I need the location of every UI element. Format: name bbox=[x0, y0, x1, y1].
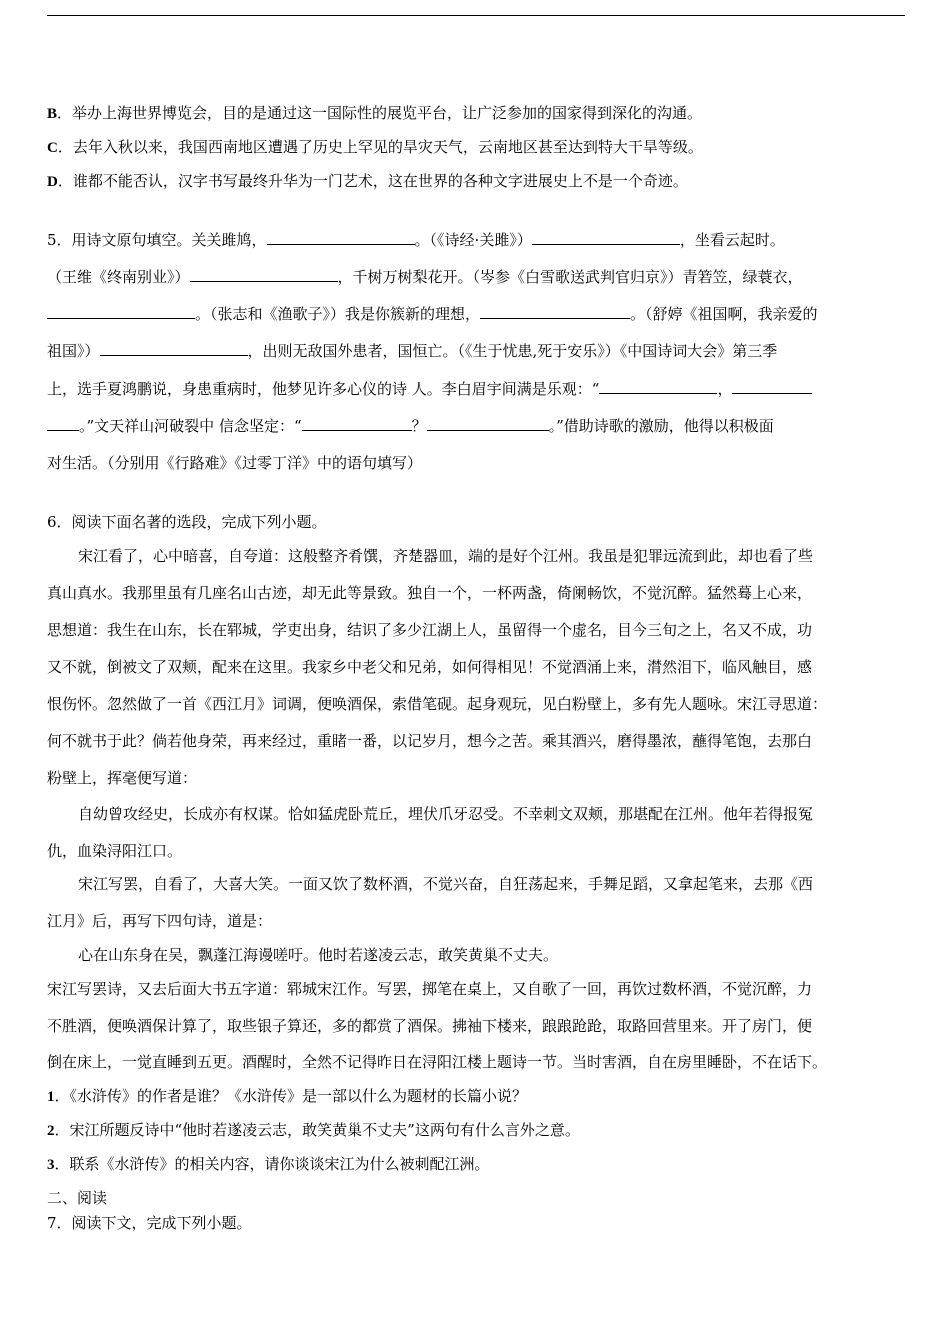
option-c: C．去年入秋以来，我国西南地区遭遇了历史上罕见的旱灾天气，云南地区甚至达到特大干旱等级。 bbox=[47, 138, 703, 156]
q7-title: 7．阅读下文，完成下列小题。 bbox=[47, 1214, 252, 1232]
q5-line-4: 祖国》） ，出则无敌国外患者，国恒亡。（《生于忧患,死于安乐》）《中国诗词大会》第三季 bbox=[47, 342, 778, 360]
fill-blank[interactable] bbox=[267, 230, 415, 245]
fill-blank[interactable] bbox=[732, 379, 812, 394]
q5-line-1: 5．用诗文原句填空。关关雎鸠， 。（《诗经·关雎》） ，坐看云起时。 bbox=[47, 231, 785, 249]
fill-blank[interactable] bbox=[100, 341, 248, 356]
fill-blank[interactable] bbox=[302, 416, 412, 431]
fill-blank[interactable] bbox=[47, 416, 79, 431]
fill-blank[interactable] bbox=[532, 230, 680, 245]
passage-line: 恨伤怀。忽然做了一首《西江月》词调，便唤酒保，索借笔砚。起身观玩，见白粉壁上，多有先人题咏。宋江寻思道： bbox=[47, 695, 828, 713]
passage-line: 不胜酒，便唤酒保计算了，取些银子算还，多的都赏了酒保。拂袖下楼来，踉踉跄跄，取路回营里来。开了房门，便 bbox=[47, 1017, 813, 1035]
option-d: D．谁都不能否认，汉字书写最终升华为一门艺术，这在世界的各种文字进展史上不是一个奇迹。 bbox=[47, 172, 688, 190]
header-rule bbox=[47, 15, 905, 16]
passage-line: 宋江写罢，自看了，大喜大笑。一面又饮了数杯酒，不觉兴奋，自狂荡起来，手舞足蹈，又拿起笔来，去那《西 bbox=[78, 875, 814, 893]
section-heading: 二、阅读 bbox=[47, 1189, 108, 1207]
passage-line: 宋江看了，心中暗喜，自夸道：这般整齐肴馔，齐楚器皿，端的是好个江州。我虽是犯罪远流到此，却也看了些 bbox=[78, 547, 814, 565]
option-b: B．举办上海世界博览会，目的是通过这一国际性的展览平台，让广泛参加的国家得到深化的沟通。 bbox=[47, 104, 703, 122]
passage-line: 何不就书于此？倘若他身荣，再来经过，重睹一番，以记岁月，想今之苦。乘其酒兴，磨得墨浓，蘸得笔饱，去那白 bbox=[47, 732, 813, 750]
q5-line-6: 。”文天祥山河破裂中 信念坚定：“ ？ 。”借助诗歌的激励，他得以积极面 bbox=[47, 416, 774, 436]
passage-line: 江月》后，再写下四句诗，道是： bbox=[47, 912, 273, 930]
passage-line: 又不就，倒被文了双颊，配来在这里。我家乡中老父和兄弟，如何得相见！不觉酒涌上来，潸然泪下，临风触目，感 bbox=[47, 658, 813, 676]
q5-line-5: 上，选手夏鸿鹏说，身患重病时，他梦见许多心仪的诗 人。李白眉宇间满是乐观：“ ， bbox=[47, 379, 812, 399]
passage-line: 宋江写罢诗，又去后面大书五字道：郓城宋江作。写罢，掷笔在桌上，又自歌了一回，再饮过数杯酒，不觉沉醉，力 bbox=[47, 980, 813, 998]
q6-title: 6．阅读下面名著的选段，完成下列小题。 bbox=[47, 513, 327, 531]
passage-line: 自幼曾攻经史，长成亦有权谋。恰如猛虎卧荒丘，埋伏爪牙忍受。不幸刺文双颊，那堪配在江州。他年若得报冤 bbox=[78, 805, 814, 823]
q5-line-3: 。（张志和《渔歌子》）我是你簇新的理想， 。（舒婷《祖国啊，我亲爱的 bbox=[47, 304, 818, 324]
q5-line-2: （王维《终南别业》） ，千树万树梨花开。（岑参《白雪歌送武判官归京》）青箬笠，绿蓑衣， bbox=[47, 268, 803, 286]
fill-blank[interactable] bbox=[427, 416, 549, 431]
fill-blank[interactable] bbox=[480, 304, 630, 319]
passage-line: 真山真水。我那里虽有几座名山古迹，却无此等景致。独自一个，一杯两盏，倚阑畅饮，不觉沉醉。猛然蓦上心来， bbox=[47, 584, 813, 602]
passage-line: 思想道：我生在山东，长在郓城，学吏出身，结识了多少江湖上人，虽留得一个虚名，目今三旬之上，名又不成，功 bbox=[47, 621, 813, 639]
passage-line: 仇，血染浔阳江口。 bbox=[47, 842, 183, 860]
sub-question-2: 2．宋江所题反诗中“他时若遂凌云志，敢笑黄巢不丈夫”这两句有什么言外之意。 bbox=[47, 1121, 580, 1139]
fill-blank[interactable] bbox=[47, 304, 195, 319]
sub-question-1: 1．《水浒传》的作者是谁？《水浒传》是一部以什么为题材的长篇小说？ bbox=[47, 1087, 528, 1105]
sub-question-3: 3．联系《水浒传》的相关内容，请你谈谈宋江为什么被刺配江洲。 bbox=[47, 1155, 490, 1173]
q5-line-7: 对生活。（分别用《行路难》《过零丁洋》中的语句填写） bbox=[47, 454, 423, 472]
passage-line: 心在山东身在吴，飘蓬江海谩嗟吁。他时若遂凌云志，敢笑黄巢不丈夫。 bbox=[78, 946, 559, 964]
fill-blank[interactable] bbox=[190, 267, 338, 282]
fill-blank[interactable] bbox=[599, 379, 717, 394]
passage-line: 倒在床上，一觉直睡到五更。酒醒时，全然不记得昨日在浔阳江楼上题诗一节。当时害酒，自在房里睡卧，不在话下。 bbox=[47, 1053, 828, 1071]
passage-line: 粉壁上，挥毫便写道： bbox=[47, 769, 198, 787]
